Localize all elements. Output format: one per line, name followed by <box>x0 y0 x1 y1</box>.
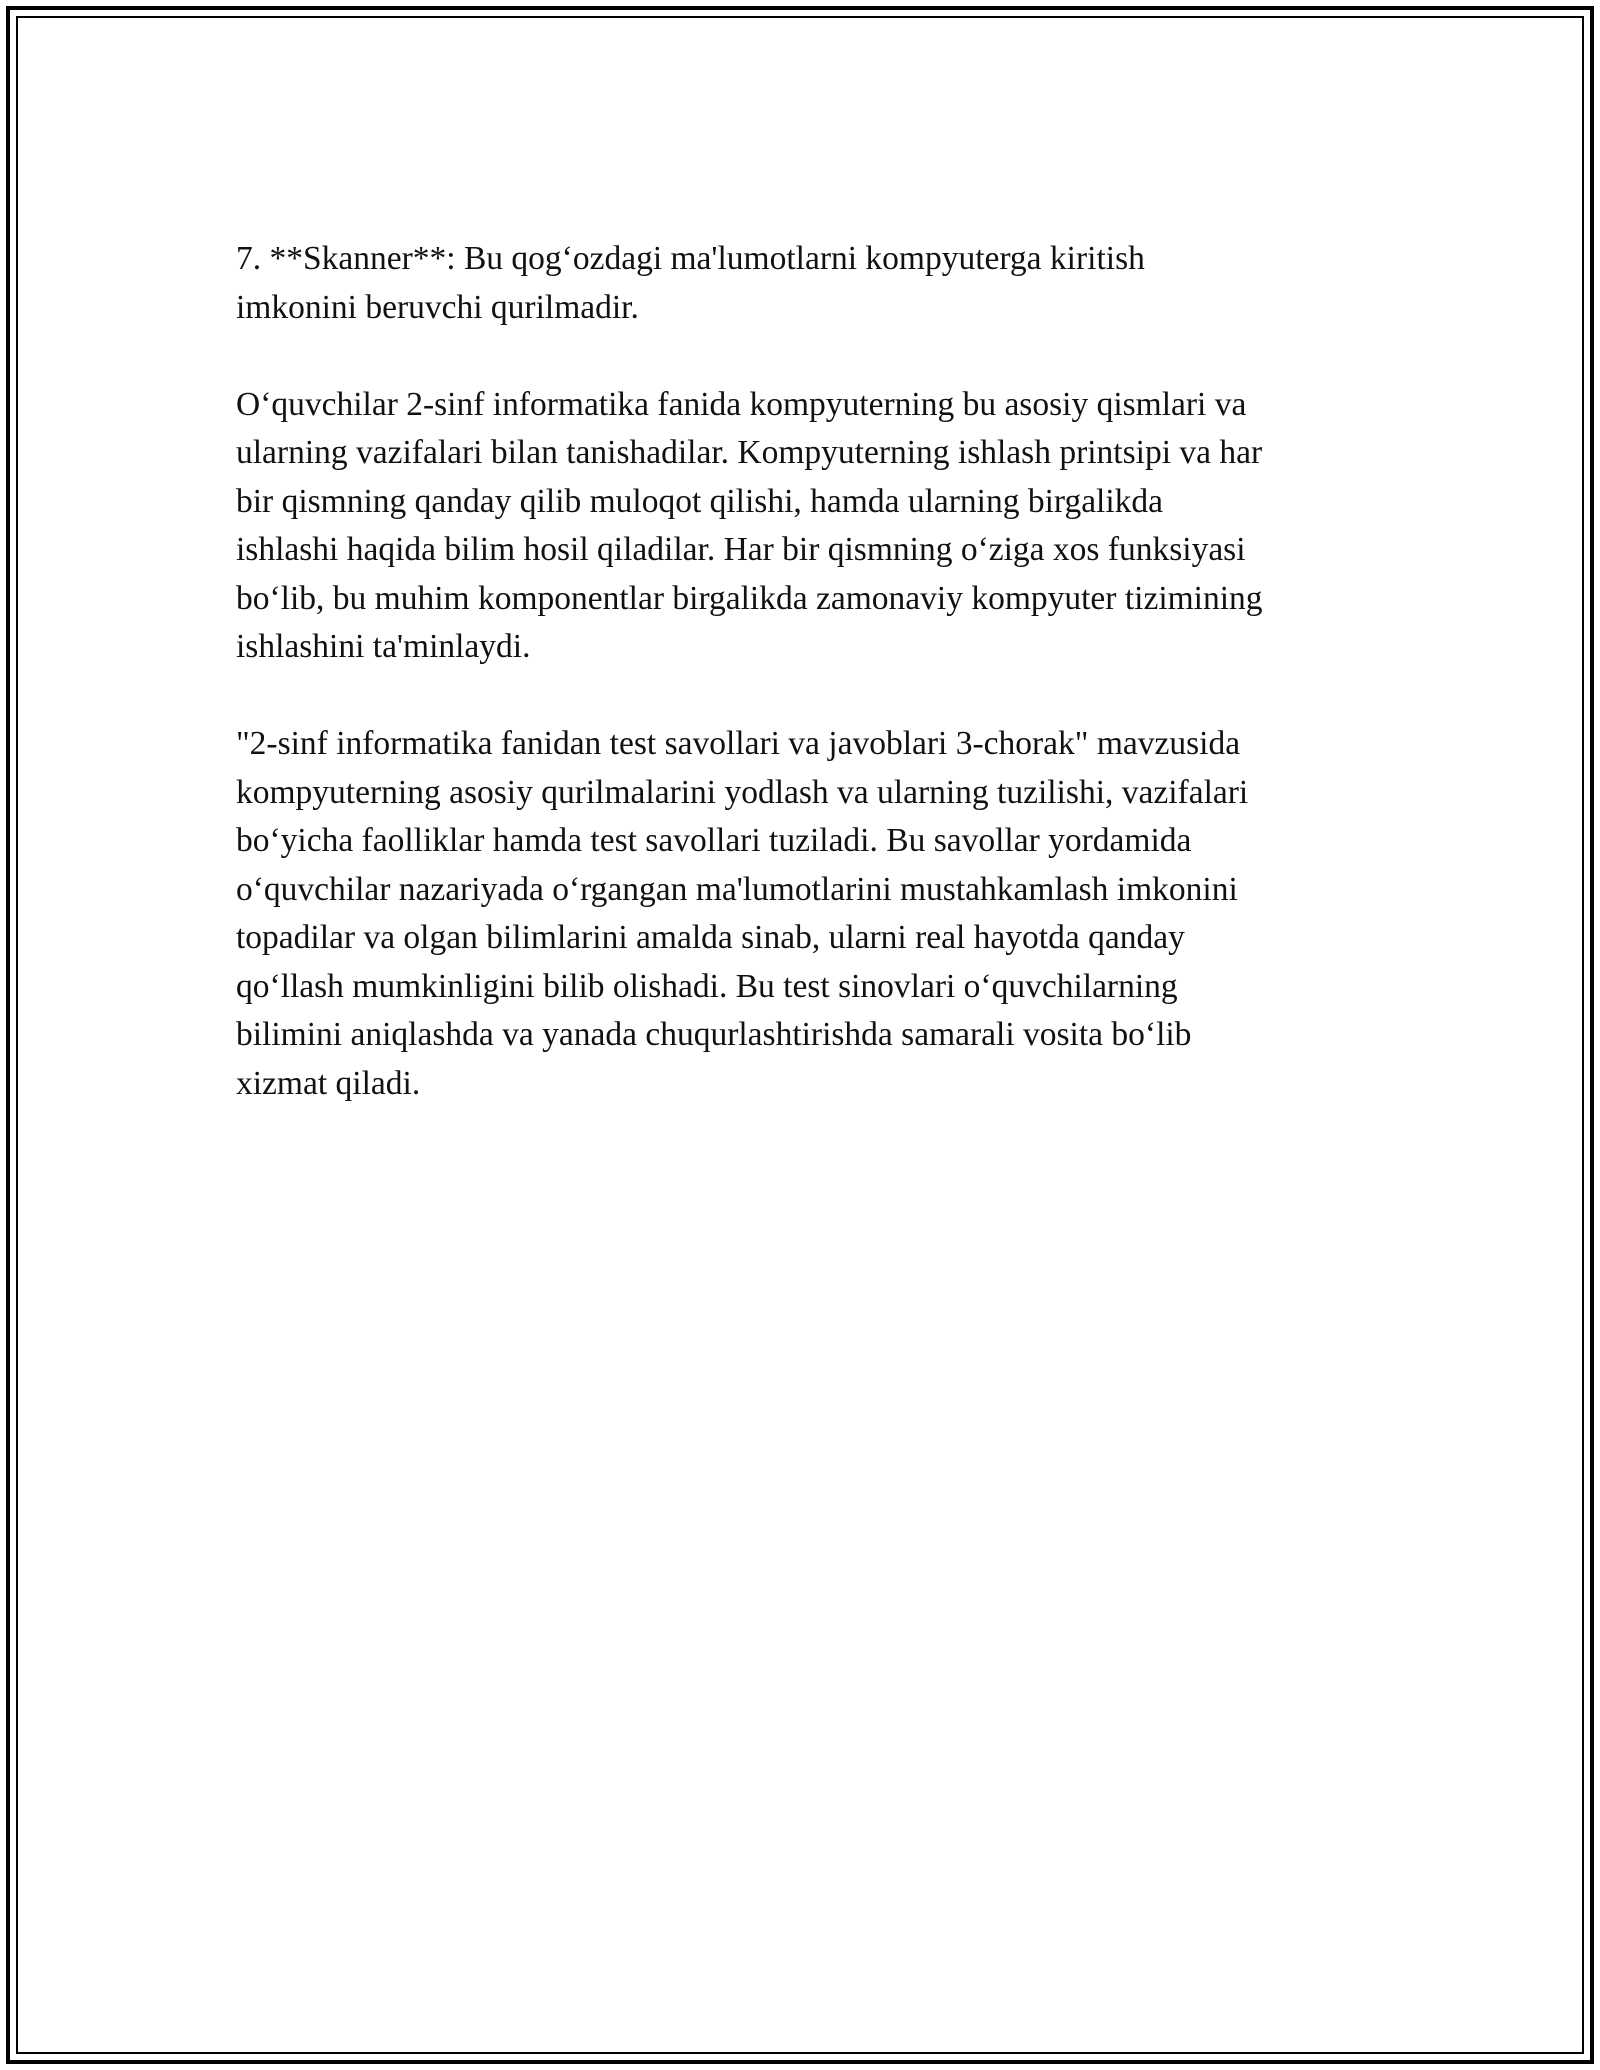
text-line: imkonini beruvchi qurilmadir. <box>236 288 639 326</box>
text-line: xizmat qiladi. <box>236 1064 421 1102</box>
text-line: bo‘yicha faolliklar hamda test savollari tuziladi. Bu savollar yordamida <box>236 822 1192 859</box>
paragraph-test-questions <box>236 720 1376 1108</box>
paragraph-skanner <box>236 235 1376 332</box>
text-line: bilimini aniqlashda va yanada chuqurlashtirishda samarali vosita bo‘lib <box>236 1016 1192 1053</box>
text-line: ishlashi haqida bilim hosil qiladilar. Har bir qismning o‘ziga xos funksiyasi <box>236 531 1246 568</box>
text-line: ishlashini ta'minlaydi. <box>236 628 531 665</box>
text-line: topadilar va olgan bilimlarini amalda sinab, ularni real hayotda qanday <box>236 919 1185 956</box>
text-line: ularning vazifalari bilan tanishadilar. Kompyuterning ishlash printsipi va har <box>236 434 1263 471</box>
text-line: kompyuterning asosiy qurilmalarini yodlash va ularning tuzilishi, vazifalari <box>236 773 1249 811</box>
text-line: "2-sinf informatika fanidan test savollari va javoblari 3-chorak" mavzusida <box>236 725 1241 762</box>
paragraph-computer-parts <box>236 381 1376 672</box>
text-line: O‘quvchilar 2-sinf informatika fanida kompyuterning bu asosiy qismlari va <box>236 385 1247 423</box>
text-line: bir qismning qanday qilib muloqot qilishi, hamda ularning birgalikda <box>236 482 1164 520</box>
text-line: qo‘llash mumkinligini bilib olishadi. Bu test sinovlari o‘quvchilarning <box>236 967 1178 1005</box>
text-line: 7. **Skanner**: Bu qog‘ozdagi ma'lumotlarni kompyuterga kiritish <box>236 240 1145 277</box>
document-body <box>236 235 1376 1157</box>
text-line: o‘quvchilar nazariyada o‘rgangan ma'lumotlarini mustahkamlash imkonini <box>236 870 1238 908</box>
text-line: bo‘lib, bu muhim komponentlar birgalikda zamonaviy kompyuter tizimining <box>236 579 1263 617</box>
